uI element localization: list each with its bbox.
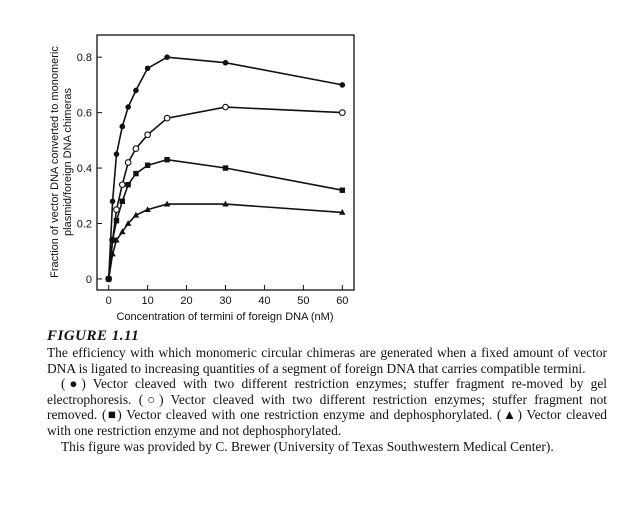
series-line [109,160,343,279]
data-point [145,65,151,71]
y-tick-label: 0.4 [76,163,92,176]
data-point [340,188,345,193]
caption-credit: This figure was provided by C. Brewer (University of Texas Southwestern Medical Center). [61,438,554,454]
data-point [145,132,151,138]
x-tick-label: 50 [297,295,310,307]
data-point [340,82,346,88]
figure-caption [47,328,607,454]
series-line [109,107,343,279]
series-filled-triangle [105,201,345,282]
y-tick-label: 0.6 [76,107,92,120]
y-tick-label: 0.8 [76,52,92,65]
data-point [133,146,139,152]
data-point [114,218,119,223]
data-point [120,182,126,188]
x-tick-label: 20 [180,295,193,307]
data-point [114,151,120,157]
series-line [109,204,343,279]
y-axis-label-line2: plasmid/foreign DNA chimeras [62,88,74,236]
plot-frame [97,35,354,290]
x-tick-label: 10 [141,295,154,307]
data-point [145,163,150,168]
data-point [223,104,229,110]
y-tick-label: 0.2 [76,218,92,231]
data-point [340,110,346,116]
x-axis-label: Concentration of termini of foreign DNA (nM) [116,311,334,323]
data-point [120,199,125,204]
data-point [164,157,169,162]
caption-main: The efficiency with which monomeric circular chimeras are generated when a fixed amount of vector DNA is ligated to increasing quantities of a segment of foreign DNA that carries compatible termini. [47,345,607,376]
data-point [164,115,170,121]
x-tick-label: 30 [219,295,232,307]
x-tick-label: 0 [105,295,112,307]
x-tick-label: 60 [336,295,349,307]
y-axis-label-line1: Fraction of vector DNA converted to monomeric [49,46,61,278]
series-filled-square [106,157,345,282]
data-point [223,60,229,66]
data-point [133,171,138,176]
figure-label: FIGURE 1.11 [47,328,140,344]
caption-legend: (●) Vector cleaved with two different restriction enzymes; stuffer fragment re-moved by gel electrophoresis. (○) Vector cleaved with two different restriction enzymes; stuffer fragment not removed. (■) Vector cleaved with one restriction enzyme and dephosphorylated. (▲) Vector cleaved with one restriction enzyme and not dephosphorylated. [47,376,607,438]
data-point [110,199,116,205]
data-point [120,124,126,130]
data-point [164,54,170,60]
data-point [125,160,131,166]
x-tick-label: 40 [258,295,271,307]
data-point [133,88,139,94]
data-point [125,104,131,110]
data-point [223,165,228,170]
data-point [125,182,130,187]
y-tick-label: 0 [85,273,92,286]
series-open-circle [106,104,345,281]
